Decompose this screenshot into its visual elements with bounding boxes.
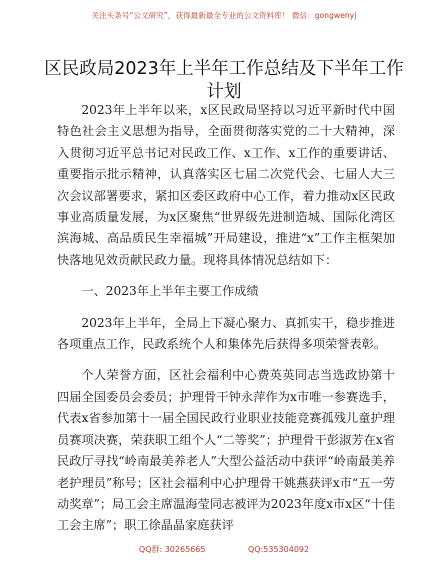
qq-text: QQ:535304092 — [248, 545, 310, 554]
contact-footer — [0, 544, 448, 555]
document-title: 区民政局2023年上半年工作总结及下半年工作计划 — [44, 59, 404, 102]
honors-paragraph: 个人荣誉方面，区社会福利中心费英英同志当选政协第十四届全国委员会委员；护理骨干钟永萍作为x市唯一参赛选手，代表x省参加第十一届全国民政行业职业技能竞赛孤残儿童护理员赛项决赛，荣获职工组个人“二等奖”；护理骨干彭淑芳在x省民政厅寻找“岭南最美养老人”大型公益活动中获评“岭南最美养老护理员”称号；区社会福利中心护理骨干姚燕获评x市“五一劳动奖章”；局工会主席温海莹同志被评为2023年度x市x区“十佳工会主席”；职工徐晶晶家庭获评 — [57, 368, 395, 533]
intro-paragraph: 2023年上半年以来，x区民政局坚持以习近平新时代中国特色社会主义思想为指导，全面贯彻落实党的二十大精神，深入贯彻习近平总书记对民政工作、x工作、x工作的重要讲话、重要指示批示精神，认真落实区七届二次党代会、七届人大三次会议部署要求，紧扣区委区政府中心工作，着力推动x区民政事业高质量发展，为x区聚焦“世界级先进制造城、国际化湾区滨海城、高品质民生幸福城”开局建设，推进“x”工作主框架加快落地见效贡献民政力量。现将具体情况总结如下： — [57, 103, 395, 267]
document-body — [57, 100, 395, 537]
summary-paragraph: 2023年上半年，全局上下凝心聚力、真抓实干，稳步推进各项重点工作，民政系统个人和集体先后获得多项荣誉表彰。 — [57, 315, 395, 352]
promo-banner: 关注头条号“公文研究”，获得最新最全专业的公文资料库！ 微信：gongwenyj — [91, 11, 357, 20]
paragraph-gap — [57, 303, 395, 313]
qq-group-text: QQ群: 30265665 — [138, 545, 206, 554]
paragraph-gap — [57, 355, 395, 365]
paragraph-gap — [57, 271, 395, 281]
section-heading: 一、2023年上半年主要工作成绩 — [81, 284, 259, 299]
